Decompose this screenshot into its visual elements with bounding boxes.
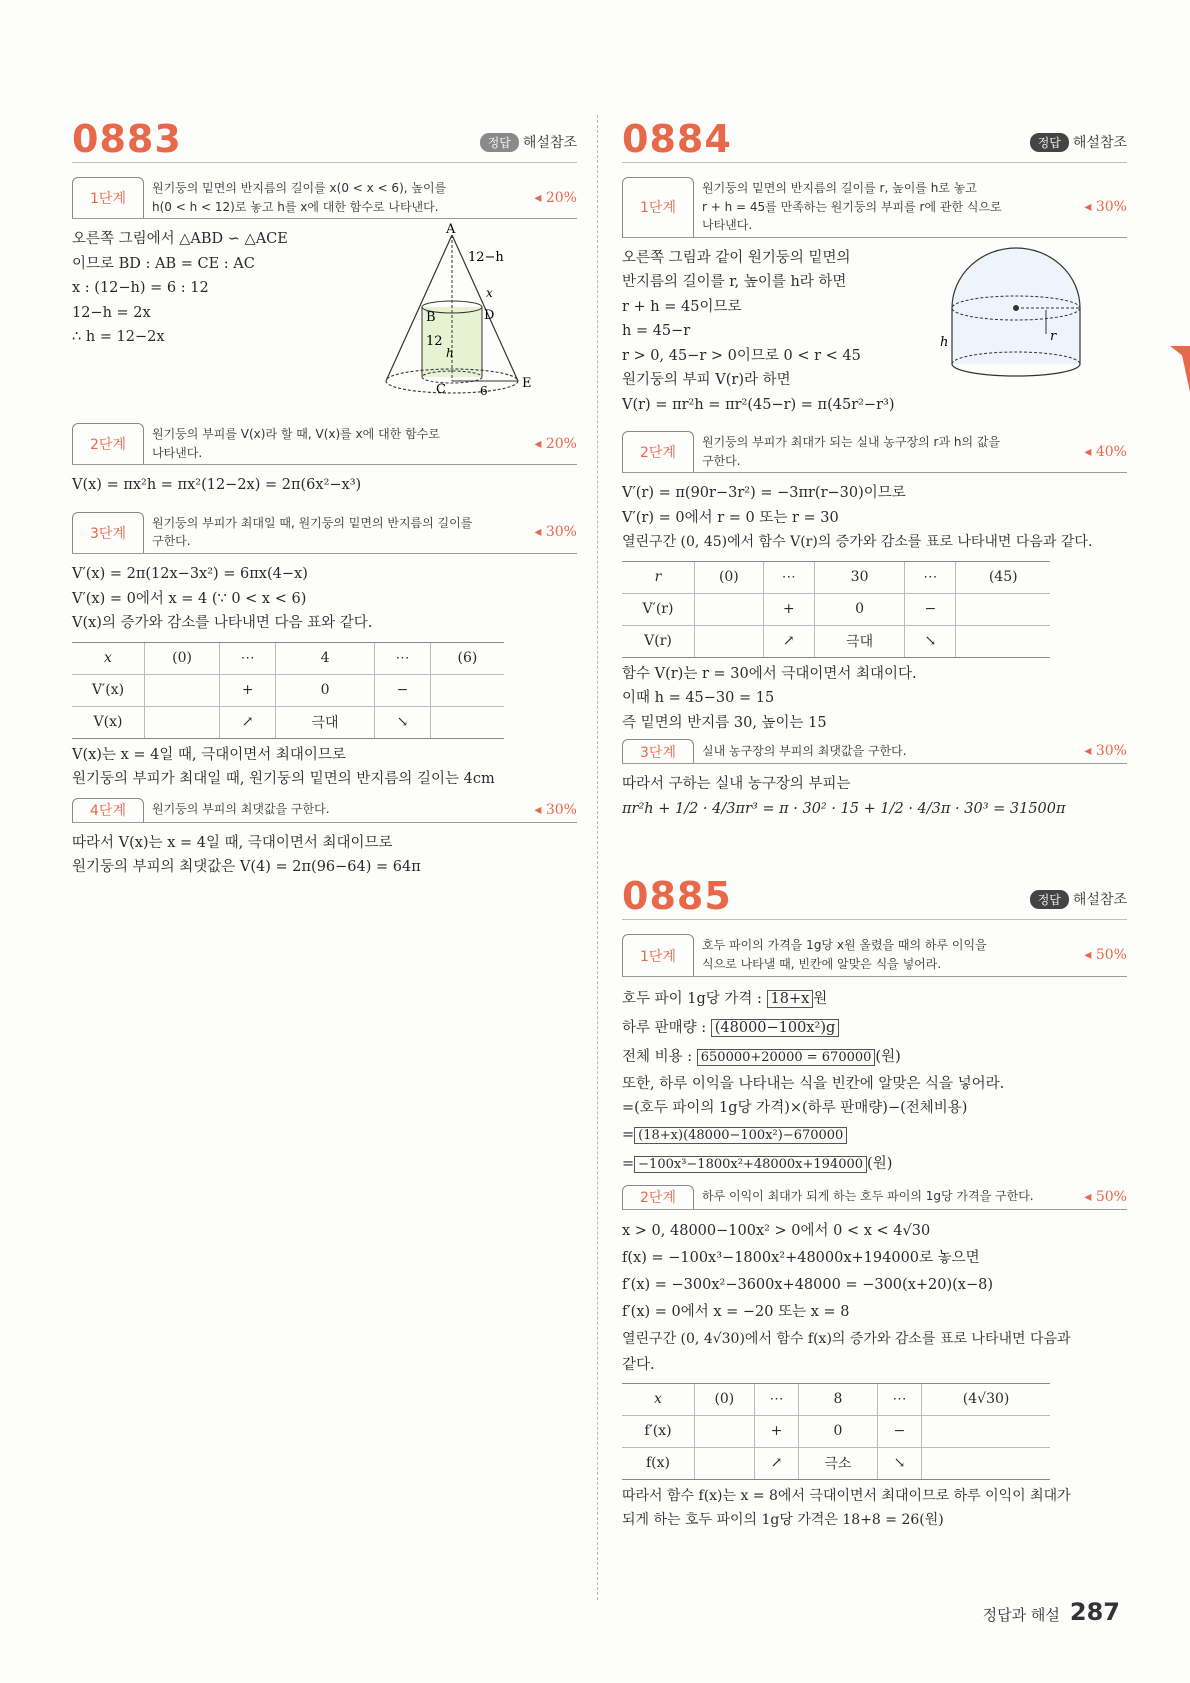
answer-text: 해설참조 <box>522 135 577 151</box>
step-label: 2단계 <box>622 1185 694 1209</box>
point-d-label: D <box>484 308 495 324</box>
step-percent: ◂ 50% <box>1084 947 1127 964</box>
problem-0884 <box>622 108 1127 1533</box>
profit-poly-line: = −100x³−1800x²+48000x+194000 (원) <box>622 1155 893 1172</box>
answer-badge: 정답 <box>480 133 519 152</box>
point-b-label: B <box>426 310 436 326</box>
solution-line: V(x)는 x = 4일 때, 극대이면서 최대이므로 <box>72 746 346 763</box>
solution-line: 따라서 구하는 실내 농구장의 부피는 <box>622 776 851 793</box>
solution-line: 되게 하는 호두 파이의 1g당 가격은 18+8 = 26(원) <box>622 1512 944 1529</box>
step-percent: ◂ 30% <box>1084 198 1127 215</box>
step-4 <box>72 798 577 823</box>
answer-text: 해설참조 <box>1072 892 1127 909</box>
solution-line: r + h = 45이므로 <box>622 298 742 315</box>
solution-line: 오른쪽 그림에서 △ABD ∽ △ACE <box>72 231 288 248</box>
solution-line: 함수 V(r)는 r = 30에서 극대이면서 최대이다. <box>622 665 917 682</box>
point-c-label: C <box>436 382 446 398</box>
step-2 <box>622 431 1127 473</box>
step-description: 원기둥의 부피가 최대가 되는 실내 농구장의 r과 h의 값을 구한다. <box>702 435 1001 468</box>
blank-answer-box: (48000−100x²)g <box>711 1019 840 1037</box>
step-label: 2단계 <box>622 431 694 472</box>
problem-number: 0883 <box>72 117 182 161</box>
step-label: 2단계 <box>72 423 144 464</box>
step-percent: ◂ 30% <box>534 524 577 541</box>
height-12-label: 12 <box>426 334 443 350</box>
height-h-label: h <box>940 334 949 350</box>
step-percent: ◂ 50% <box>1084 1188 1127 1205</box>
solution-line: V′(r) = π(90r−3r²) = −3πr(r−30)이므로 <box>622 485 906 502</box>
solution-line: =(호두 파이의 1g당 가격)×(하루 판매량)−(전체비용) <box>622 1100 968 1117</box>
solution-line: 12−h = 2x <box>72 304 151 321</box>
radius-6-label: 6 <box>480 384 488 399</box>
solution-line: 따라서 함수 f(x)는 x = 8에서 극대이면서 최대이므로 하루 이익이 최대가 <box>622 1487 1071 1504</box>
solution-line: V′(x) = 0에서 x = 4 (∵ 0 < x < 6) <box>72 590 307 607</box>
blank-answer-box: 18+x <box>767 990 814 1008</box>
solution-line: 열린구간 (0, 45)에서 함수 V(r)의 증가와 감소를 표로 나타내면 다음과 같다. <box>622 534 1093 551</box>
table-row: f(x) ↗ 극소 ↘ <box>622 1447 1050 1479</box>
profit-expr-line: = (18+x)(48000−100x²)−670000 <box>622 1121 1127 1150</box>
solution-line: 오른쪽 그림과 같이 원기둥의 밑면의 <box>622 249 851 266</box>
table-row: V(r) ↗ 극대 ↘ <box>622 625 1050 657</box>
problem-header <box>72 108 577 163</box>
step-description: 원기둥의 밑면의 반지름의 길이를 r, 높이를 h로 놓고 r + h = 45를 만족하는 원기둥의 부피를 r에 관한 식으로 나타낸다. <box>702 181 1002 233</box>
solution-line: πr²h + 1/2 · 4/3πr³ = π · 30² · 15 + 1/2 · 4/3π · 30³ = 31500π <box>622 800 1066 817</box>
solution-line: 이므로 BD : AB = CE : AC <box>72 255 255 272</box>
step-percent: ◂ 40% <box>1084 443 1127 460</box>
step-2 <box>622 1185 1127 1210</box>
answer-badge: 정답 <box>1030 133 1069 152</box>
table-row: V(x) ↗ 극대 ↘ <box>72 706 504 738</box>
step-label: 3단계 <box>622 739 694 763</box>
step-description: 원기둥의 부피를 V(x)라 할 때, V(x)를 x에 대한 함수로 나타낸다. <box>152 427 440 460</box>
table-row: x (0) ⋯ 4 ⋯ (6) <box>72 642 504 674</box>
solution-line: 열린구간 (0, 4√30)에서 함수 f(x)의 증가와 감소를 표로 나타내면 다음과 <box>622 1330 1071 1347</box>
solution-line: 이때 h = 45−30 = 15 <box>622 690 775 707</box>
step-label: 3단계 <box>72 512 144 553</box>
height-top-label: 12−h <box>468 250 504 266</box>
problem-header <box>622 865 1127 920</box>
radius-r-label: r <box>1050 328 1057 344</box>
solution-line: h = 45−r <box>622 323 691 340</box>
radius-x-label: x <box>486 286 493 301</box>
blank-answer-box: 650000+20000 = 670000 <box>697 1049 876 1066</box>
solution-line: 따라서 V(x)는 x = 4일 때, 극대이면서 최대이므로 <box>72 834 393 851</box>
solution-line: x > 0, 48000−100x² > 0에서 0 < x < 4√30 <box>622 1222 931 1239</box>
step-1 <box>622 177 1127 238</box>
point-e-label: E <box>522 376 532 392</box>
solution-line: ∴ h = 12−2x <box>72 329 165 346</box>
solution-line: 반지름의 길이를 r, 높이를 h라 하면 <box>622 274 847 291</box>
step-1 <box>72 177 577 219</box>
step-1-body <box>622 246 1127 418</box>
variation-table <box>622 1383 1050 1480</box>
page-footer <box>983 1598 1120 1626</box>
answer-label <box>1030 132 1127 152</box>
step-label: 1단계 <box>622 934 694 975</box>
step-percent: ◂ 30% <box>1084 743 1127 760</box>
problem-number: 0884 <box>622 117 732 161</box>
height-h-label: h <box>446 346 454 361</box>
solution-line: 원기둥의 부피의 최댓값은 V(4) = 2π(96−64) = 64π <box>72 859 421 876</box>
solution-line: x : (12−h) = 6 : 12 <box>72 280 209 297</box>
solution-line: 또한, 하루 이익을 나타내는 식을 빈칸에 알맞은 식을 넣어라. <box>622 1075 1005 1092</box>
step-label: 4단계 <box>72 798 144 822</box>
solution-line: V(x)의 증가와 감소를 나타내면 다음 표와 같다. <box>72 615 373 632</box>
step-description: 호두 파이의 가격을 1g당 x원 올렸을 때의 하루 이익을 식으로 나타낼 때, 빈칸에 알맞은 식을 넣어라. <box>702 938 987 972</box>
step-description: 실내 농구장의 부피의 최댓값을 구한다. <box>702 744 907 759</box>
step-percent: ◂ 20% <box>534 435 577 452</box>
cone-cylinder-figure <box>382 221 552 401</box>
solution-line: V(r) = πr²h = πr²(45−r) = π(45r²−r³) <box>622 396 895 413</box>
column-divider <box>597 115 598 1600</box>
solution-line: f(x) = −100x³−1800x²+48000x+194000로 놓으면 <box>622 1249 980 1266</box>
solution-line: f′(x) = 0에서 x = −20 또는 x = 8 <box>622 1303 850 1320</box>
table-row: V′(x) + 0 − <box>72 674 504 706</box>
step-2 <box>72 423 577 465</box>
solution-line: 즉 밑면의 반지름 30, 높이는 15 <box>622 714 827 731</box>
price-line: 호두 파이 1g당 가격 : 18+x 원 <box>622 990 828 1007</box>
cost-line: 전체 비용 : 650000+20000 = 670000 (원) <box>622 1048 901 1065</box>
step-1-body <box>72 222 577 409</box>
step-label: 1단계 <box>622 177 694 237</box>
solution-line: 원기둥의 부피 V(r)라 하면 <box>622 372 791 389</box>
answer-text: 해설참조 <box>1072 135 1127 151</box>
problem-header <box>622 108 1127 163</box>
solution-line: r > 0, 45−r > 0이므로 0 < r < 45 <box>622 347 861 364</box>
table-row: r (0) ⋯ 30 ⋯ (45) <box>622 561 1050 593</box>
step-3 <box>622 739 1127 764</box>
answer-label <box>1030 889 1127 909</box>
table-row: x (0) ⋯ 8 ⋯ (4√30) <box>622 1383 1050 1415</box>
problem-0885 <box>622 865 1127 1532</box>
answer-badge: 정답 <box>1030 890 1069 909</box>
solution-line: V(x) = πx²h = πx²(12−2x) = 2π(6x²−x³) <box>72 477 362 494</box>
step-3 <box>72 512 577 554</box>
sales-line: 하루 판매량 : (48000−100x²)g <box>622 1014 1127 1043</box>
step-description: 원기둥의 부피가 최대일 때, 원기둥의 밑면의 반지름의 길이를 구한다. <box>152 515 473 549</box>
solution-line: 원기둥의 부피가 최대일 때, 원기둥의 밑면의 반지름의 길이는 4cm <box>72 771 495 788</box>
table-row: f′(x) + 0 − <box>622 1415 1050 1447</box>
blank-answer-box: (18+x)(48000−100x²)−670000 <box>634 1127 847 1144</box>
step-1 <box>622 934 1127 976</box>
solution-line: V′(r) = 0에서 r = 0 또는 r = 30 <box>622 509 839 526</box>
step-label: 1단계 <box>72 177 144 218</box>
solution-line: f′(x) = −300x²−3600x+48000 = −300(x+20)(x−8) <box>622 1276 993 1293</box>
answer-label <box>480 132 577 152</box>
step-description: 원기둥의 부피의 최댓값을 구한다. <box>152 802 330 817</box>
point-a-label: A <box>446 222 456 238</box>
step-percent: ◂ 30% <box>534 801 577 818</box>
problem-0883 <box>72 108 577 880</box>
problem-number: 0885 <box>622 874 732 919</box>
solution-line: 같다. <box>622 1356 655 1373</box>
step-percent: ◂ 20% <box>534 189 577 206</box>
chapter-tab-marker <box>1170 346 1190 392</box>
page-number: 287 <box>1069 1598 1120 1626</box>
dome-cylinder-figure <box>942 244 1092 384</box>
solution-line: V′(x) = 2π(12x−3x²) = 6πx(4−x) <box>72 566 308 583</box>
variation-table <box>72 642 504 739</box>
table-row: V′(r) + 0 − <box>622 593 1050 625</box>
variation-table <box>622 561 1050 658</box>
step-description: 원기둥의 밑면의 반지름의 길이를 x(0 < x < 6), 높이를 h(0 < h < 12)로 놓고 h를 x에 대한 함수로 나타낸다. <box>152 181 447 214</box>
step-description: 하루 이익이 최대가 되게 하는 호두 파이의 1g당 가격을 구한다. <box>702 1189 1034 1204</box>
footer-label: 정답과 해설 <box>982 1606 1060 1624</box>
blank-answer-box: −100x³−1800x²+48000x+194000 <box>634 1156 867 1173</box>
